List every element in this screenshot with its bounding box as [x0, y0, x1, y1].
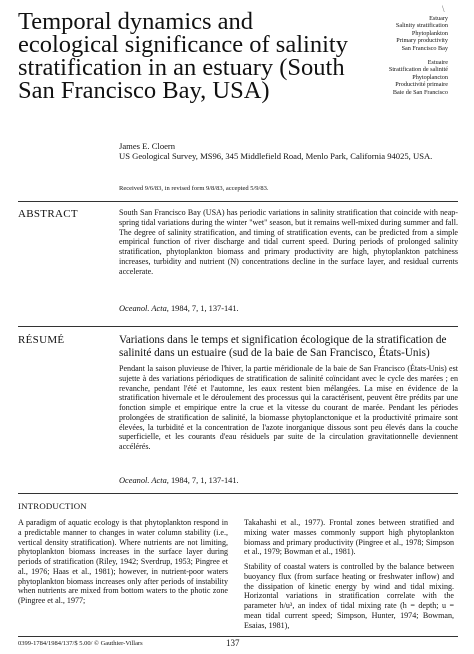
abstract-text: South San Francisco Bay (USA) has periodic variations in salinity stratification that coincide with neap-spring tidal variations during the winter "wet" season, but it remains well-mixed during summer and fall. The degree of salinity stratification, and timing of stratification events, can be predicted from a simple empirical function of river discharge and tidal current speed. During periods of prolonged salinity stratification, phytoplankton biomass and primary productivity are high, phytoplankton patchiness increases, turbidity and nutrient (N) concentrations decline in the surface layer, and residual currents accelerate. [119, 208, 458, 276]
author-block [119, 141, 459, 161]
paper-title: Temporal dynamics and ecological significance of salinity stratification in an estuary (South San Francisco Bay, USA) [18, 8, 348, 104]
introduction-heading: INTRODUCTION [18, 501, 87, 511]
keyword-fr: Productivité primaire [395, 81, 448, 89]
keyword-en: Estuary [429, 15, 448, 22]
author-affiliation: US Geological Survey, MS96, 345 Middlefield Road, Menlo Park, California 94025, USA. [119, 151, 433, 161]
citation-details: , 1984, 7, 1, 137-141. [166, 476, 239, 485]
keyword-en: Phytoplankton [411, 29, 448, 37]
divider-footer [18, 636, 458, 637]
resume-heading: RÉSUMÉ [18, 334, 65, 346]
resume-citation [119, 476, 458, 485]
divider-introduction [18, 493, 458, 494]
footer-issn: 0399-1784/1984/137/$ 5.00/ © Gauthier-Villars [18, 640, 143, 647]
body-paragraph: Takahashi et al., 1977). Frontal zones between stratified and mixing water masses commonly support high phytoplankton biomass and primary productivity (Pingree et al., 1978; Simpson et al., 1979; Bowman et al., 1981). [244, 518, 454, 557]
keyword-fr: Phytoplancton [412, 73, 448, 81]
resume-title: Variations dans le temps et signification écologique de la stratification de salinité dans un estuaire (sud de la baie de San Francisco, États-Unis) [119, 334, 447, 359]
body-paragraph: A paradigm of aquatic ecology is that phytoplankton respond in a predictable manner to changes in water column stability (i.e., vertical density stratification). Where nutrients are not limiting, phytoplankton biomass increases in the surface layer during periods of stratification (Riley, 1942; Sverdrup, 1953; Pingree et al., 1976; Haas et al., 1981); however, in nutrient-poor waters phytoplankton biomass increases only after periods of instability when nutrients are mixed from bottom waters to the photic zone (Pingree et al., 1977; [18, 518, 228, 605]
received-dates: Received 9/6/83, in revised form 9/8/83, accepted 5/9/83. [119, 185, 269, 192]
citation-journal: Oceanol. Acta [119, 476, 167, 485]
abstract-citation [119, 304, 458, 313]
keyword-fr: Estuaire [427, 59, 448, 67]
body-paragraph: Stability of coastal waters is controlled by the balance between buoyancy flux (from surface heating or freshwater inflow) and the dissipation of kinetic energy by wind and tidal mixing. Horizontal variations in stratification correlate with the parameter h/u³, an index of tidal mixing rate (h = depth; u = mean tidal current speed; Simpson, Hunter, 1974; Bowman, Esaias, 1981), [244, 562, 454, 630]
divider-resume [18, 326, 458, 327]
citation-journal: Oceanol. Acta [119, 304, 167, 313]
resume-text: Pendant la saison pluvieuse de l'hiver, la partie méridionale de la baie de San Francisco (États-Unis) est sujette à des variations périodiques de stratification de salinité coïncidant avec le cycle des marées ; en revanche, pendant l'été et l'automne, les eaux restent bien mélangées. La mise en évidence de la stratification hivernale et le déroulement des processus qui la caractérisent, peuvent être prédits par une fonction simple et empirique entre la crue et la vitesse du courant de marée. Pendant les périodes prolongées de stratification de salinité, la biomasse phytoplanctonique et la productivité primaire sont élevées, la turbidité et la concentration de l'azote inorganique dissous sont peu élevés dans la couche superficielle, et les courants d'eau résiduels par suite de la circulation gravitationnelle deviennent accélérés. [119, 364, 458, 451]
keyword-en: San Francisco Bay [401, 44, 448, 52]
divider-abstract [18, 201, 458, 202]
page-number: 137 [226, 638, 240, 648]
keywords-block [330, 15, 448, 96]
keyword-en: Primary productivity [396, 37, 448, 45]
keyword-en: Salinity stratification [395, 22, 448, 30]
abstract-heading: ABSTRACT [18, 208, 78, 220]
body-column-left [18, 518, 228, 611]
keyword-fr: Stratification de salinité [388, 66, 448, 74]
corner-mark: \ [442, 4, 445, 14]
body-column-right [244, 518, 454, 635]
author-name: James E. Cloern [119, 141, 176, 151]
keyword-fr: Baie de San Francisco [392, 88, 448, 96]
citation-details: , 1984, 7, 1, 137-141. [166, 304, 239, 313]
